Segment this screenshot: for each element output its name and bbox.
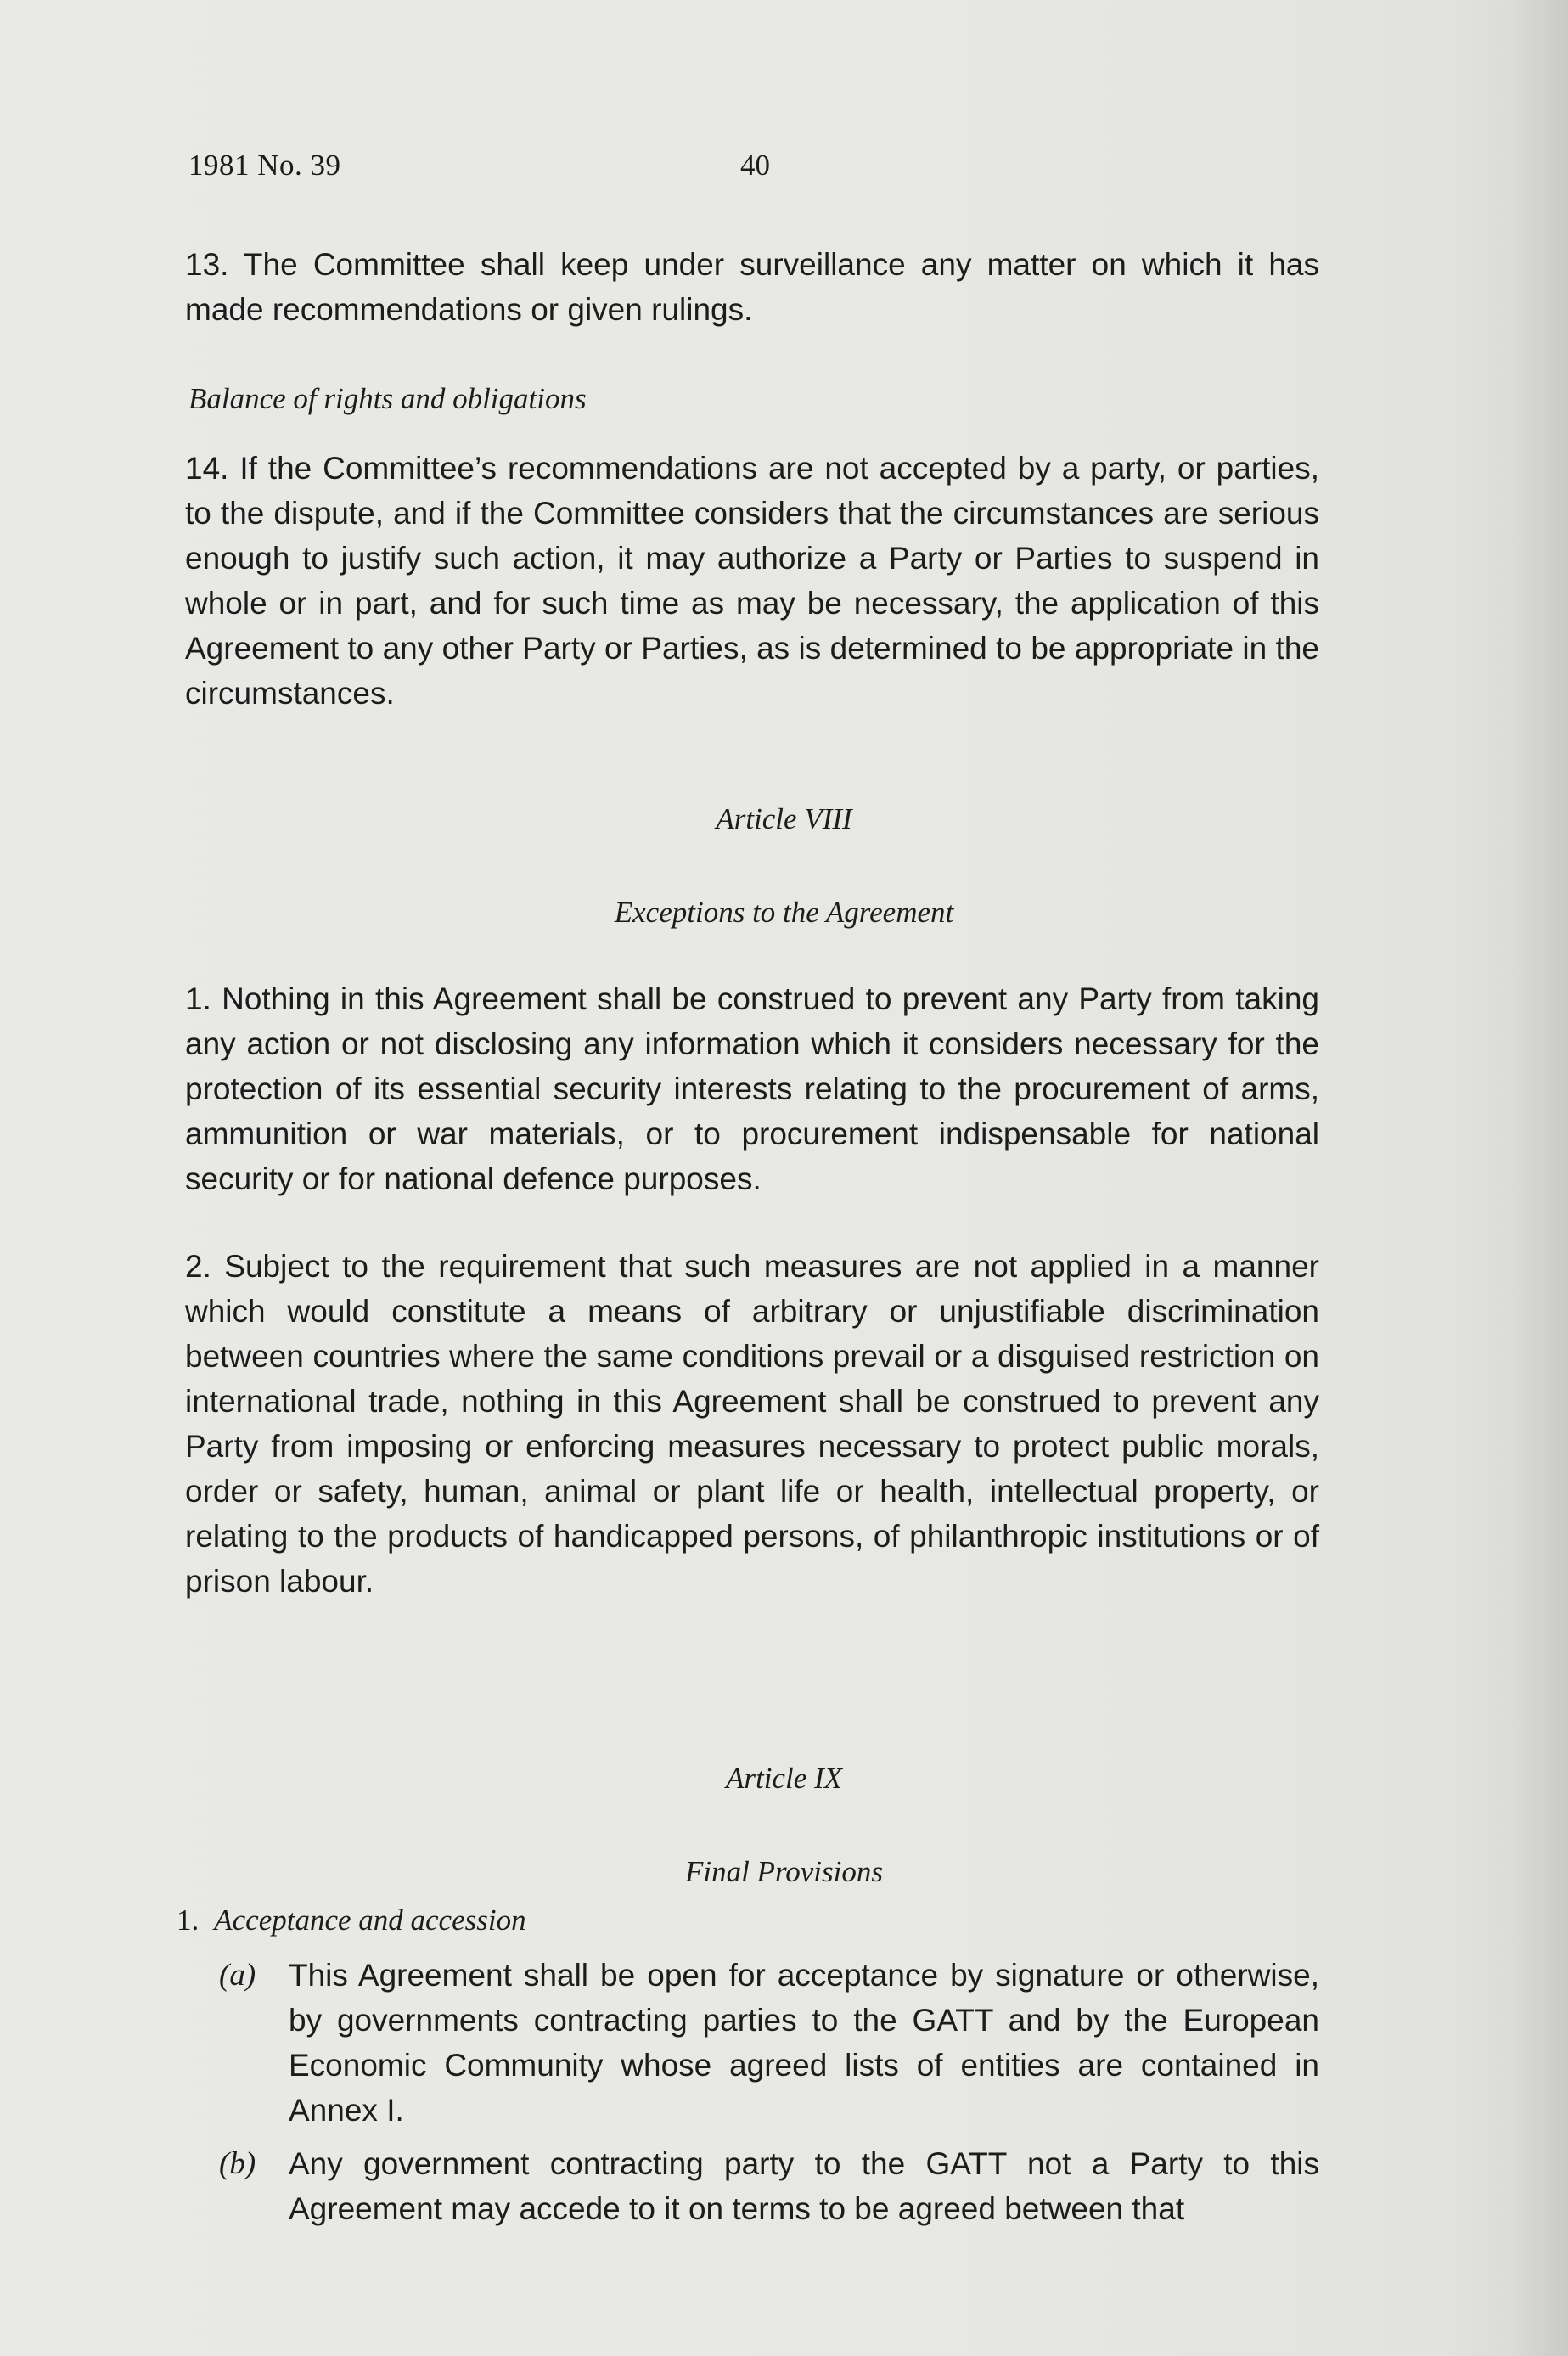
acceptance-section-title: Acceptance and accession (214, 1903, 526, 1937)
item-b (219, 2141, 1319, 2231)
article-viii-paragraph-2 (185, 1244, 1319, 1604)
paragraph-14-text: 14. If the Committee’s recommendations are not accepted by a party, or parties, to the dispute, and if the Committee considers that the circumstances are serious enough to justify such action, it may authorize a Party or Parties to suspend in whole or in part, and for such time as may be necessary, the application of this Agreement to any other Party or Parties, as is determined to be appropriate in the circumstances. (185, 451, 1319, 711)
acceptance-section-number: 1. (177, 1903, 200, 1937)
item-a (219, 1953, 1319, 2133)
acceptance-heading (177, 1903, 526, 1937)
page-number: 40 (740, 149, 770, 182)
article-ix-title: Article IX (725, 1762, 843, 1795)
paragraph-14 (185, 446, 1319, 716)
article-viii-subtitle: Exceptions to the Agreement (614, 896, 954, 929)
header-year-number: 1981 No. 39 (188, 149, 341, 182)
article-viii-paragraph-1 (185, 976, 1319, 1201)
article-viii-paragraph-2-text: 2. Subject to the requirement that such measures are not applied in a manner which would constitute a means of arbitrary or unjustifiable discrimination between countries where the same conditions prevail or a disguised restriction on international trade, nothing in this Agreement shall be construed to prevent any Party from imposing or enforcing measures necessary to protect public morals, order or safety, human, animal or plant life or health, intellectual property, or relating to the products of handicapped persons, of philanthropic institutions or of prison labour. (185, 1249, 1319, 1599)
article-ix-subtitle: Final Provisions (684, 1855, 883, 1888)
item-b-label: (b) (219, 2146, 256, 2181)
section-heading-balance: Balance of rights and obligations (188, 382, 587, 415)
article-viii-title: Article VIII (716, 802, 852, 835)
item-b-text: Any government contracting party to the GATT not a Party to this Agreement may accede to it on terms to be agreed between that (289, 2146, 1319, 2226)
item-a-label: (a) (219, 1958, 256, 1993)
article-viii-paragraph-1-text: 1. Nothing in this Agreement shall be construed to prevent any Party from taking any action or not disclosing any information which it considers necessary for the protection of its essential security interests relating to the procurement of arms, ammunition or war materials, or to procurement indispensable for national security or for national defence purposes. (185, 981, 1319, 1196)
paragraph-13-text: 13. The Committee shall keep under surveillance any matter on which it has made recommendations or given rulings. (185, 247, 1319, 327)
page-spine-shadow (1509, 0, 1568, 2356)
item-a-text: This Agreement shall be open for acceptance by signature or otherwise, by governments contracting parties to the GATT and by the European Economic Community whose agreed lists of entities are contained in Annex I. (289, 1958, 1319, 2128)
paragraph-13 (185, 242, 1319, 332)
